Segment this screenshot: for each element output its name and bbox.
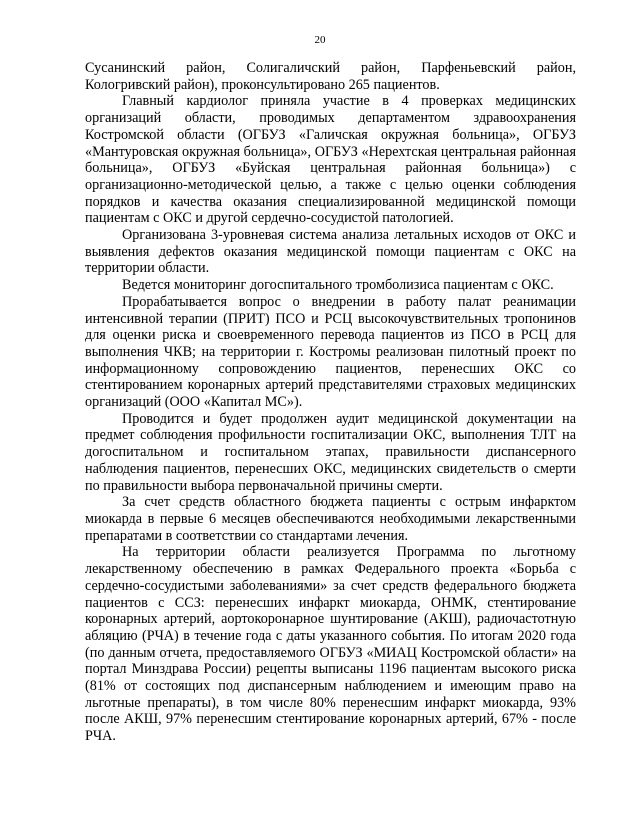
paragraph: Главный кардиолог приняла участие в 4 проверках медицинских организаций области, проводимых департаментом здравоохранения Костромской области (ОГБУЗ «Галичская окружная больница», ОГБУЗ «Мантуровская окружная больница», ОГБУЗ «Нерехтская центральная районная больница», ОГБУЗ «Буйская центральная районная больница») с организационно-методической целью, а также с целью оценки соблюдения порядков и качества оказания специализированной медицинской помощи пациентам с ОКС и другой сердечно-сосудистой патологией. — [85, 93, 576, 227]
paragraph: За счет средств областного бюджета пациенты с острым инфарктом миокарда в первые 6 месяцев обеспечиваются необходимыми лекарственными препаратами в соответствии со стандартами лечения. — [85, 494, 576, 544]
paragraph: Сусанинский район, Солигаличский район, Парфеньевский район, Кологривский район), проконсультировано 265 пациентов. — [85, 60, 576, 93]
page-number: 20 — [314, 34, 326, 46]
paragraph: Организована 3-уровневая система анализа летальных исходов от ОКС и выявления дефектов оказания медицинской помощи пациентам с ОКС на территории области. — [85, 227, 576, 277]
paragraph: Прорабатывается вопрос о внедрении в работу палат реанимации интенсивной терапии (ПРИТ) ПСО и РСЦ высокочувствительных тропонинов для оценки риска и своевременного перевода пациентов из ПСО в РСЦ для выполнения ЧКВ; на территории г. Костромы реализован пилотный проект по информационному сопровождению пациентов, перенесших ОКС со стентированием коронарных артерий представителями страховых медицинских организаций (ООО «Капитал МС»). — [85, 293, 576, 411]
paragraph: На территории области реализуется Программа по льготному лекарственному обеспечению в рамках Федерального проекта «Борьба с сердечно-сосудистыми заболеваниями» за счет средств федерального бюджета пациентов с ССЗ: перенесших инфаркт миокарда, ОНМК, стентирование коронарных артерий, аортокоронарное шунтирование (АКШ), радиочастотную абляцию (РЧА) в течение года с даты указанного события. По итогам 2020 года (по данным отчета, предоставляемого ОГБУЗ «МИАЦ Костромской области» на портал Минздрава России) рецепты выписаны 1196 пациентам высокого риска (81% от состоящих под диспансерным наблюдением и имеющим право на льготные препараты), в том числе 80% перенесшим инфаркт миокарда, 93% после АКШ, 97% перенесшим стентирование коронарных артерий, 67% - после РЧА. — [85, 544, 576, 745]
paragraph: Ведется мониторинг догоспитального тромболизиса пациентам с ОКС. — [122, 277, 554, 294]
document-body — [85, 60, 576, 745]
paragraph: Проводится и будет продолжен аудит медицинской документации на предмет соблюдения профильности госпитализации ОКС, выполнения ТЛТ на догоспитальном и госпитальном этапах, правильности диспансерного наблюдения пациентов, перенесших ОКС, медицинских свидетельств о смерти по правильности выбора первоначальной причины смерти. — [85, 410, 576, 494]
